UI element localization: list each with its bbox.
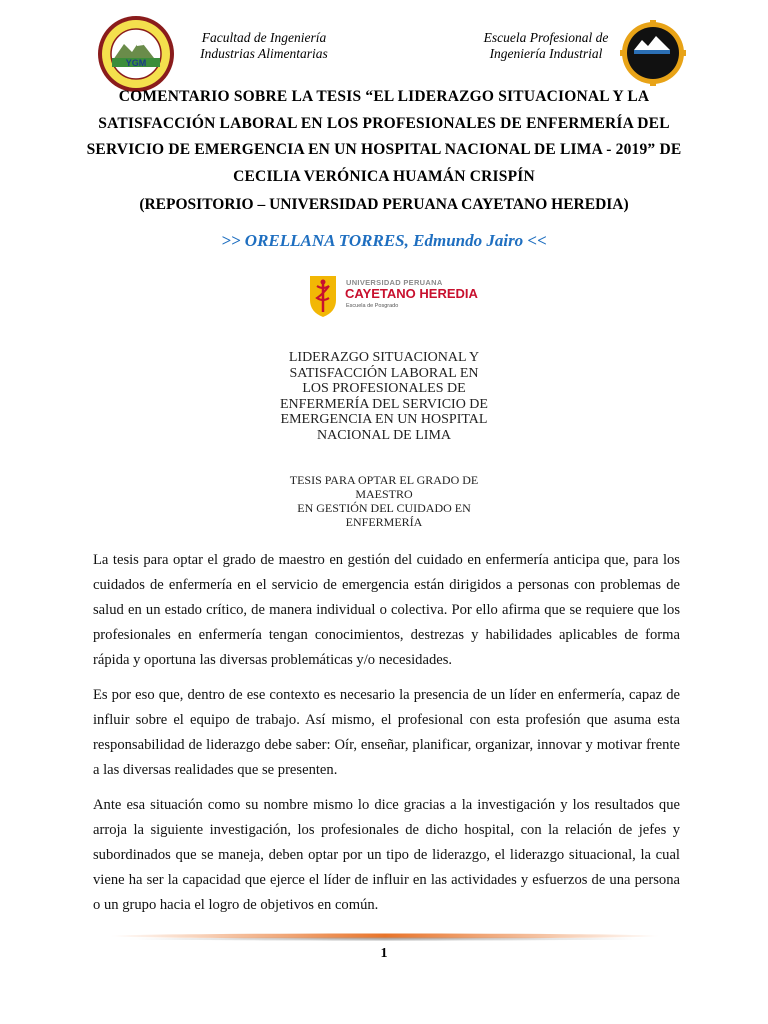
thesis-cover-title: [254, 350, 514, 443]
document-subtitle: (REPOSITORIO – UNIVERSIDAD PERUANA CAYETANO HEREDIA): [139, 196, 629, 213]
university-logo: [308, 272, 478, 322]
school-line-1: Escuela Profesional de: [483, 30, 609, 45]
university-shield-icon: [308, 274, 338, 318]
body-paragraph: La tesis para optar el grado de maestro en gestión del cuidado en enfermería anticipa que, para los cuidados de enfermería en el servicio de emergencia están dirigidos a personas con problemas de salud en un estado crítico, de manera individual o colectiva. Por ello afirma que se requiere que los profesionales en enfermería tengan conocimientos, destrezas y habilidades aplicables de forma rápida y oportuna las diversas problemáticas y/o necesidades.: [93, 552, 680, 668]
thesis-degree-line: MAESTRO: [355, 487, 413, 501]
body-paragraph: Es por eso que, dentro de ese contexto es necesario la presencia de un líder en enfermería, capaz de influir sobre el equipo de trabajo. Así mismo, el profesional con esta profesión que asuma esta responsabilidad de liderazgo debe saber: Oír, enseñar, planificar, organizar, innovar y motivar frente a las diversas realidades que se presenten.: [93, 687, 680, 778]
page-number: 1: [380, 946, 388, 961]
thesis-title-line: LOS PROFESIONALES DE: [302, 381, 466, 396]
body-paragraph: Ante esa situación como su nombre mismo lo dice gracias a la investigación y los resultados que arroja la siguiente investigación, los profesionales de dicho hospital, con la relación de jefes y subordinados que se maneja, deben optar por un tipo de liderazgo, el liderazgo situacional, la cual viene ha ser la capacidad que ejerce el líder de influir en las actividades y esfuerzos de una persona o un grupo hacia el logro de objetivos en común.: [93, 797, 680, 913]
school-line-2: Ingeniería Industrial: [489, 46, 603, 61]
thesis-title-line: EMERGENCIA EN UN HOSPITAL: [280, 412, 488, 427]
university-logo-line-3: Escuela de Posgrado: [346, 303, 399, 309]
faculty-line-2: Industrias Alimentarias: [200, 46, 328, 61]
thesis-degree-line: TESIS PARA OPTAR EL GRADO DE: [289, 473, 479, 487]
faculty-line-1: Facultad de Ingeniería: [201, 30, 327, 45]
university-logo-line-2: CAYETANO HEREDIA: [345, 286, 478, 301]
thesis-title-line: NACIONAL DE LIMA: [316, 427, 452, 443]
faculty-name: [184, 30, 344, 62]
thesis-degree-line: ENFERMERÍA: [345, 515, 423, 529]
document-body: [93, 548, 680, 928]
faculty-seal-logo: [96, 14, 176, 94]
thesis-degree-line: EN GESTIÓN DEL CUIDADO EN: [297, 501, 471, 515]
seal-center-text: YGM: [125, 58, 147, 68]
thesis-title-line: LIDERAZGO SITUACIONAL Y: [288, 350, 480, 365]
school-gear-logo: [620, 20, 686, 86]
thesis-title-line: ENFERMERÍA DEL SERVICIO DE: [280, 396, 488, 412]
school-name: [468, 30, 624, 62]
university-logo-line-1: UNIVERSIDAD PERUANA: [346, 278, 443, 287]
footer-divider: [110, 933, 660, 941]
author-line: >> ORELLANA TORRES, Edmundo Jairo <<: [221, 231, 547, 250]
thesis-cover-degree: [264, 473, 504, 529]
document-title: COMENTARIO SOBRE LA TESIS “EL LIDERAZGO SITUACIONAL Y LA SATISFACCIÓN LABORAL EN LOS PROFESIONALES DE ENFERMERÍA DEL SERVICIO DE EMERGENCIA EN UN HOSPITAL NACIONAL DE LIMA - 2019” DE CECILIA VERÓNICA HUAMÁN CRISPÍN: [86, 88, 682, 185]
thesis-title-line: SATISFACCIÓN LABORAL EN: [289, 365, 479, 381]
